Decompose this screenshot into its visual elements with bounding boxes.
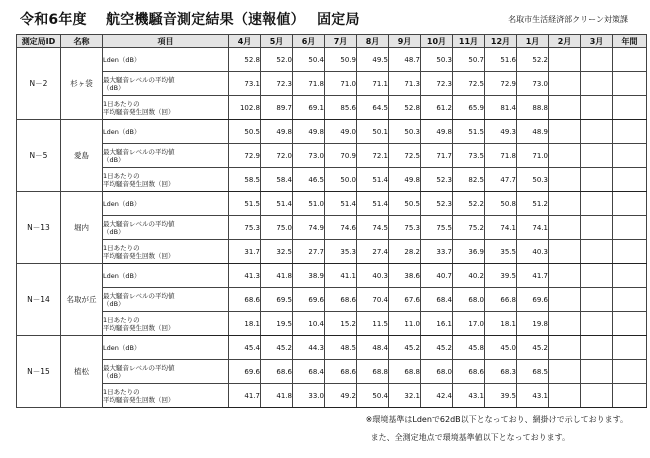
- value-cell: 39.5: [485, 384, 517, 408]
- value-cell: 70.4: [357, 288, 389, 312]
- value-cell: 52.8: [229, 48, 261, 72]
- value-cell: 72.5: [453, 72, 485, 96]
- item-label-cell: Lden（dB）: [103, 264, 229, 288]
- column-header: 9月: [389, 35, 421, 48]
- value-cell: 72.3: [421, 72, 453, 96]
- value-cell: [581, 144, 613, 168]
- value-cell: 15.2: [325, 312, 357, 336]
- value-cell: 75.2: [453, 216, 485, 240]
- value-cell: [613, 144, 647, 168]
- value-cell: 50.8: [485, 192, 517, 216]
- value-cell: 52.3: [421, 192, 453, 216]
- value-cell: [581, 216, 613, 240]
- value-cell: [549, 72, 581, 96]
- site-name-cell: 植松: [61, 336, 103, 408]
- value-cell: [581, 120, 613, 144]
- item-label-cell: Lden（dB）: [103, 192, 229, 216]
- value-cell: 68.6: [325, 360, 357, 384]
- site-id-cell: N－13: [17, 192, 61, 264]
- value-cell: 48.5: [325, 336, 357, 360]
- noise-results-table: [16, 34, 647, 408]
- value-cell: 40.2: [453, 264, 485, 288]
- value-cell: 51.0: [293, 192, 325, 216]
- value-cell: [549, 384, 581, 408]
- value-cell: 31.7: [229, 240, 261, 264]
- value-cell: 17.0: [453, 312, 485, 336]
- value-cell: 70.9: [325, 144, 357, 168]
- value-cell: [549, 192, 581, 216]
- value-cell: 75.5: [421, 216, 453, 240]
- value-cell: 45.2: [261, 336, 293, 360]
- site-name-cell: 堀内: [61, 192, 103, 264]
- value-cell: 73.1: [229, 72, 261, 96]
- site-id-cell: N－15: [17, 336, 61, 408]
- value-cell: 38.9: [293, 264, 325, 288]
- footnote-standard: ※環境基準はLdenで62dB以下となっており、網掛けで示しております。: [365, 415, 628, 424]
- value-cell: [549, 264, 581, 288]
- value-cell: [581, 96, 613, 120]
- value-cell: 66.8: [485, 288, 517, 312]
- value-cell: 52.8: [389, 96, 421, 120]
- value-cell: 50.3: [517, 168, 549, 192]
- value-cell: 50.9: [325, 48, 357, 72]
- value-cell: [613, 96, 647, 120]
- value-cell: [613, 264, 647, 288]
- value-cell: 74.1: [517, 216, 549, 240]
- value-cell: 68.6: [325, 288, 357, 312]
- value-cell: 67.6: [389, 288, 421, 312]
- column-header: 年間: [613, 35, 647, 48]
- table-row: [17, 168, 647, 192]
- value-cell: 88.8: [517, 96, 549, 120]
- value-cell: 32.1: [389, 384, 421, 408]
- column-header: 7月: [325, 35, 357, 48]
- value-cell: 41.7: [517, 264, 549, 288]
- value-cell: 69.6: [229, 360, 261, 384]
- value-cell: 49.8: [293, 120, 325, 144]
- value-cell: 18.1: [485, 312, 517, 336]
- item-label-cell: Lden（dB）: [103, 336, 229, 360]
- value-cell: 50.3: [421, 48, 453, 72]
- value-cell: [613, 384, 647, 408]
- table-row: [17, 384, 647, 408]
- value-cell: [549, 96, 581, 120]
- value-cell: [581, 336, 613, 360]
- value-cell: 49.0: [325, 120, 357, 144]
- value-cell: 72.0: [261, 144, 293, 168]
- value-cell: 68.6: [261, 360, 293, 384]
- value-cell: 75.3: [389, 216, 421, 240]
- column-header: 11月: [453, 35, 485, 48]
- value-cell: 68.6: [229, 288, 261, 312]
- value-cell: 41.8: [261, 384, 293, 408]
- value-cell: 41.8: [261, 264, 293, 288]
- value-cell: 36.9: [453, 240, 485, 264]
- value-cell: [581, 48, 613, 72]
- column-header: 測定局ID: [17, 35, 61, 48]
- value-cell: 33.0: [293, 384, 325, 408]
- table-row: [17, 264, 647, 288]
- value-cell: 49.8: [421, 120, 453, 144]
- value-cell: 45.0: [485, 336, 517, 360]
- item-label-cell: 最大騒音レベルの平均値 （dB）: [103, 288, 229, 312]
- value-cell: 102.8: [229, 96, 261, 120]
- value-cell: 51.4: [325, 192, 357, 216]
- item-label-cell: 1日あたりの 平均騒音発生回数（回）: [103, 96, 229, 120]
- footnote-compliance: また、全測定地点で環境基準値以下となっております。: [370, 433, 570, 442]
- value-cell: 74.1: [485, 216, 517, 240]
- value-cell: 64.5: [357, 96, 389, 120]
- table-row: [17, 336, 647, 360]
- value-cell: 48.7: [389, 48, 421, 72]
- table-row: [17, 192, 647, 216]
- value-cell: 11.5: [357, 312, 389, 336]
- value-cell: [581, 384, 613, 408]
- value-cell: 49.2: [325, 384, 357, 408]
- value-cell: 71.8: [485, 144, 517, 168]
- value-cell: [613, 72, 647, 96]
- value-cell: 47.7: [485, 168, 517, 192]
- value-cell: 35.5: [485, 240, 517, 264]
- item-label-cell: 最大騒音レベルの平均値 （dB）: [103, 72, 229, 96]
- table-row: [17, 312, 647, 336]
- value-cell: 68.4: [293, 360, 325, 384]
- value-cell: 49.8: [389, 168, 421, 192]
- value-cell: [613, 168, 647, 192]
- value-cell: 74.9: [293, 216, 325, 240]
- value-cell: 69.5: [261, 288, 293, 312]
- value-cell: [581, 360, 613, 384]
- value-cell: 45.2: [517, 336, 549, 360]
- site-name-cell: 杉ヶ袋: [61, 48, 103, 120]
- value-cell: [613, 120, 647, 144]
- item-label-cell: 1日あたりの 平均騒音発生回数（回）: [103, 168, 229, 192]
- table-row: [17, 48, 647, 72]
- value-cell: 51.5: [229, 192, 261, 216]
- value-cell: 45.2: [421, 336, 453, 360]
- value-cell: [613, 336, 647, 360]
- value-cell: [549, 312, 581, 336]
- column-header: 10月: [421, 35, 453, 48]
- value-cell: [581, 312, 613, 336]
- value-cell: 69.6: [293, 288, 325, 312]
- value-cell: 68.8: [357, 360, 389, 384]
- value-cell: 32.5: [261, 240, 293, 264]
- value-cell: 49.8: [261, 120, 293, 144]
- value-cell: [613, 312, 647, 336]
- value-cell: 72.5: [389, 144, 421, 168]
- column-header: 8月: [357, 35, 389, 48]
- value-cell: [549, 120, 581, 144]
- value-cell: [581, 264, 613, 288]
- table-row: [17, 72, 647, 96]
- value-cell: 43.1: [453, 384, 485, 408]
- value-cell: 69.1: [293, 96, 325, 120]
- value-cell: 50.5: [389, 192, 421, 216]
- value-cell: 65.9: [453, 96, 485, 120]
- value-cell: 50.3: [389, 120, 421, 144]
- value-cell: 75.3: [229, 216, 261, 240]
- value-cell: 51.4: [261, 192, 293, 216]
- value-cell: [613, 240, 647, 264]
- column-header: 項目: [103, 35, 229, 48]
- table-row: [17, 96, 647, 120]
- column-header: 4月: [229, 35, 261, 48]
- value-cell: 69.6: [517, 288, 549, 312]
- value-cell: [581, 72, 613, 96]
- item-label-cell: 1日あたりの 平均騒音発生回数（回）: [103, 384, 229, 408]
- value-cell: 74.6: [325, 216, 357, 240]
- value-cell: 68.8: [389, 360, 421, 384]
- column-header: 5月: [261, 35, 293, 48]
- value-cell: 40.3: [517, 240, 549, 264]
- table-row: [17, 144, 647, 168]
- value-cell: 51.4: [357, 192, 389, 216]
- value-cell: 39.5: [485, 264, 517, 288]
- value-cell: 50.4: [293, 48, 325, 72]
- value-cell: [581, 192, 613, 216]
- value-cell: 68.0: [421, 360, 453, 384]
- value-cell: 42.4: [421, 384, 453, 408]
- value-cell: 72.1: [357, 144, 389, 168]
- value-cell: 44.3: [293, 336, 325, 360]
- value-cell: 49.3: [485, 120, 517, 144]
- value-cell: 73.0: [517, 72, 549, 96]
- item-label-cell: 最大騒音レベルの平均値 （dB）: [103, 360, 229, 384]
- value-cell: 68.3: [485, 360, 517, 384]
- value-cell: 41.3: [229, 264, 261, 288]
- value-cell: 74.5: [357, 216, 389, 240]
- site-id-cell: N－14: [17, 264, 61, 336]
- value-cell: 19.8: [517, 312, 549, 336]
- value-cell: 51.5: [453, 120, 485, 144]
- value-cell: 85.6: [325, 96, 357, 120]
- value-cell: 33.7: [421, 240, 453, 264]
- table-header-row: [17, 35, 647, 48]
- value-cell: [581, 288, 613, 312]
- value-cell: 52.2: [517, 48, 549, 72]
- value-cell: 51.2: [517, 192, 549, 216]
- value-cell: 71.1: [357, 72, 389, 96]
- value-cell: 40.3: [357, 264, 389, 288]
- value-cell: [549, 336, 581, 360]
- value-cell: 45.2: [389, 336, 421, 360]
- value-cell: [549, 360, 581, 384]
- value-cell: 48.9: [517, 120, 549, 144]
- value-cell: 71.0: [517, 144, 549, 168]
- value-cell: 68.5: [517, 360, 549, 384]
- value-cell: 50.4: [357, 384, 389, 408]
- value-cell: 43.1: [517, 384, 549, 408]
- value-cell: 58.5: [229, 168, 261, 192]
- value-cell: 28.2: [389, 240, 421, 264]
- value-cell: 58.4: [261, 168, 293, 192]
- value-cell: 41.7: [229, 384, 261, 408]
- column-header: 6月: [293, 35, 325, 48]
- value-cell: 50.1: [357, 120, 389, 144]
- value-cell: [613, 288, 647, 312]
- value-cell: 72.9: [485, 72, 517, 96]
- value-cell: 71.0: [325, 72, 357, 96]
- site-id-cell: N－2: [17, 48, 61, 120]
- table-row: [17, 240, 647, 264]
- value-cell: 50.5: [229, 120, 261, 144]
- value-cell: 73.0: [293, 144, 325, 168]
- item-label-cell: Lden（dB）: [103, 48, 229, 72]
- value-cell: 45.4: [229, 336, 261, 360]
- value-cell: [549, 240, 581, 264]
- value-cell: 11.0: [389, 312, 421, 336]
- value-cell: [613, 48, 647, 72]
- value-cell: 19.5: [261, 312, 293, 336]
- value-cell: 81.4: [485, 96, 517, 120]
- department-name: 名取市生活経済部クリーン対策課: [508, 15, 628, 24]
- item-label-cell: Lden（dB）: [103, 120, 229, 144]
- table-row: [17, 360, 647, 384]
- value-cell: 89.7: [261, 96, 293, 120]
- table-row: [17, 288, 647, 312]
- value-cell: 51.4: [357, 168, 389, 192]
- item-label-cell: 1日あたりの 平均騒音発生回数（回）: [103, 312, 229, 336]
- column-header: 名称: [61, 35, 103, 48]
- value-cell: [549, 144, 581, 168]
- value-cell: 45.8: [453, 336, 485, 360]
- column-header: 2月: [549, 35, 581, 48]
- value-cell: 50.7: [453, 48, 485, 72]
- page-title: 令和6年度 航空機騒音測定結果（速報値） 固定局: [20, 12, 360, 28]
- value-cell: [549, 288, 581, 312]
- value-cell: 27.4: [357, 240, 389, 264]
- value-cell: 35.3: [325, 240, 357, 264]
- item-label-cell: 最大騒音レベルの平均値 （dB）: [103, 216, 229, 240]
- value-cell: 40.7: [421, 264, 453, 288]
- item-label-cell: 最大騒音レベルの平均値 （dB）: [103, 144, 229, 168]
- column-header: 12月: [485, 35, 517, 48]
- value-cell: 10.4: [293, 312, 325, 336]
- value-cell: 73.5: [453, 144, 485, 168]
- site-name-cell: 名取が丘: [61, 264, 103, 336]
- value-cell: [581, 240, 613, 264]
- value-cell: 27.7: [293, 240, 325, 264]
- value-cell: 71.7: [421, 144, 453, 168]
- value-cell: 75.0: [261, 216, 293, 240]
- site-name-cell: 愛島: [61, 120, 103, 192]
- value-cell: [613, 216, 647, 240]
- value-cell: 52.0: [261, 48, 293, 72]
- value-cell: 68.0: [453, 288, 485, 312]
- value-cell: 71.8: [293, 72, 325, 96]
- value-cell: 52.3: [421, 168, 453, 192]
- value-cell: 46.5: [293, 168, 325, 192]
- column-header: 1月: [517, 35, 549, 48]
- value-cell: 72.9: [229, 144, 261, 168]
- value-cell: 48.4: [357, 336, 389, 360]
- item-label-cell: 1日あたりの 平均騒音発生回数（回）: [103, 240, 229, 264]
- value-cell: [549, 48, 581, 72]
- value-cell: 71.3: [389, 72, 421, 96]
- value-cell: 52.2: [453, 192, 485, 216]
- value-cell: 82.5: [453, 168, 485, 192]
- value-cell: 68.4: [421, 288, 453, 312]
- value-cell: 68.6: [453, 360, 485, 384]
- value-cell: [613, 192, 647, 216]
- value-cell: 49.5: [357, 48, 389, 72]
- table-row: [17, 120, 647, 144]
- value-cell: 61.2: [421, 96, 453, 120]
- value-cell: 38.6: [389, 264, 421, 288]
- value-cell: [613, 360, 647, 384]
- value-cell: [549, 216, 581, 240]
- table-row: [17, 216, 647, 240]
- value-cell: 50.0: [325, 168, 357, 192]
- site-id-cell: N－5: [17, 120, 61, 192]
- value-cell: 51.6: [485, 48, 517, 72]
- value-cell: 72.3: [261, 72, 293, 96]
- value-cell: 41.1: [325, 264, 357, 288]
- value-cell: 16.1: [421, 312, 453, 336]
- value-cell: 18.1: [229, 312, 261, 336]
- value-cell: [549, 168, 581, 192]
- value-cell: [581, 168, 613, 192]
- column-header: 3月: [581, 35, 613, 48]
